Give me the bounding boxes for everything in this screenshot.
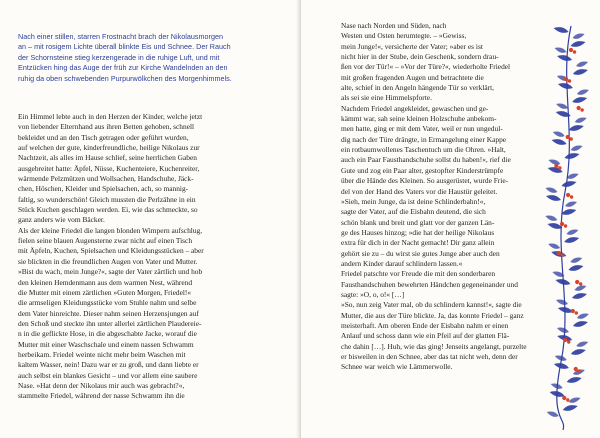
body-line: wärmende Pelzmützen und Wollsachen, Handschuhe, Jäck- (18, 174, 194, 184)
holly-berry (573, 50, 576, 53)
body-line: Gute und zog ein Paar alter, gestopfter Kinderstrümpfe (341, 165, 504, 175)
body-line: mit großen fragenden Augen und betrachtete die (341, 72, 484, 82)
holly-leaf (561, 209, 576, 215)
holly-leaf (575, 118, 587, 123)
body-line: Fausthandschuhen bewehrten Händchen gegeneinander und (341, 279, 518, 289)
holly-leaf (574, 286, 586, 291)
holly-berry (574, 367, 578, 371)
body-line: schön blank und breit und glatt vor der ganzen Län- (341, 217, 495, 227)
body-line: Nase nach Norden und Süden, nach (341, 21, 447, 30)
intro-line: Nach einer stillen, starren Frostnacht brach der Nikolausmorgen (18, 32, 223, 41)
body-line: n in die geflickte Hose, in die abgeschabte Jacke, worauf die (18, 329, 197, 339)
body-line: den kleinen Hemdenmann aus dem warmen Nest, während (18, 277, 193, 287)
right-body-text (341, 21, 535, 373)
holly-leaf (546, 195, 561, 201)
holly-berry (566, 193, 570, 197)
body-line: die armseligen Kleidungsstücke vom Stuhle nahm und selbe (18, 298, 197, 308)
holly-leaf (567, 377, 582, 383)
holly-garland-illustration (537, 22, 597, 432)
holly-leaf (558, 307, 573, 313)
body-line: ge des Hauses hinzog; »die hat der heilige Nikolaus (341, 227, 495, 237)
body-line: Nachtzeit, als alles im Hause schlief, seine herrlichen Gaben (18, 153, 197, 163)
right-page (301, 0, 600, 438)
body-line: stammelte Friedel, während der nasse Schwamm ihn die (18, 391, 185, 401)
body-line: kaltem Wasser, nein! Dazu war er zu groß, und dann liebte er (18, 360, 199, 370)
holly-leaf (551, 384, 563, 389)
holly-leaf (557, 55, 572, 61)
body-line: Westen und Osten herumtegte. – »Gewiss, (341, 31, 467, 41)
body-line: er bisweilen in den Schnee, aber das tat nicht weh, denn der (341, 352, 518, 361)
holly-berry (560, 222, 564, 226)
holly-berry (569, 48, 573, 52)
holly-leaf (576, 62, 588, 67)
holly-leaf (547, 412, 559, 417)
holly-leaf (573, 69, 588, 75)
holly-leaf (573, 34, 585, 39)
holly-leaf (556, 104, 568, 109)
body-line: Stück Kuchen geschlagen werden. Ei, wie das schmeckte, so (18, 205, 198, 215)
body-line: sagte der Vater, auf die Eisbahn deutend, die sich (341, 207, 486, 217)
intro-line: an – mit rosigem Lichte überall blinkte Eis und Schnee. Der Rauch (18, 42, 231, 52)
holly-berry (570, 195, 573, 198)
holly-leaf (568, 265, 583, 271)
body-line: »Sieh, mein Junge, da ist deine Schlinderbahn!«, (341, 196, 486, 206)
intro-line: ruhig da oben schwebenden Purpurwölkchen des Morgenhimmels. (18, 73, 232, 83)
holly-berry (561, 253, 564, 256)
holly-berry (578, 369, 581, 372)
body-line: »Bist du wach, mein Junge?«, sagte der Vater zärtlich und hob (18, 267, 203, 277)
holly-berry (577, 106, 581, 110)
holly-leaf (576, 342, 588, 347)
holly-leaf (554, 363, 569, 369)
holly-berry (569, 137, 572, 140)
body-line: andern Kinder darauf schlindern lassen.« (341, 258, 463, 268)
body-line: herbeikam. Friedel weinte nicht mehr beim Waschen mit (18, 349, 186, 359)
body-line: faltig, so wunderschön! Gleich mussten die Perlzähne in ein (18, 194, 196, 204)
holly-leaf (563, 405, 578, 411)
body-line: Ein Himmel lebte auch in den Herzen der Kinder, welche jetzt (18, 112, 203, 121)
holly-berry (564, 77, 568, 81)
holly-leaf (567, 174, 579, 179)
body-line: Friedel patschte vor Freude die mit den sonderbaren (341, 269, 496, 279)
holly-leaf (572, 97, 587, 103)
body-line: mit Äpfeln, Kuchen, Spielsachen und Kleidungsstücken – aber (18, 246, 204, 256)
holly-leaf (564, 153, 579, 159)
body-line: den Schoß und steckte ihn unter allerlei zärtlichen Plaudereie- (18, 318, 202, 328)
holly-leaf (545, 216, 557, 221)
holly-leaf (566, 230, 578, 235)
holly-berry (567, 340, 570, 343)
body-line: »So, nun zeig Vater mal, ob du schlindern kannst!«, sagte die (341, 300, 522, 310)
body-line: extra für dich in der Nacht gemacht! Dir ganz allein (341, 238, 495, 248)
holly-leaf (548, 244, 560, 249)
body-line: kämmt war, sah seine kleinen Holzschuhe anbekom- (341, 114, 497, 124)
body-line: auf welchen der gute, kinderfreundliche, heilige Nikolaus zur (18, 143, 200, 153)
body-line: fielen seine blauen Augensterne zwar nicht auf einen Tisch (18, 236, 193, 246)
body-line: auch selbst ein blankes Gesicht – und vor allem eine saubere (18, 370, 198, 380)
holly-leaf (571, 41, 586, 47)
body-line: Mutter mit einer Waschschale und einem nassen Schwamm (18, 339, 194, 349)
body-line: Nachdem Friedel angekleidet, gewaschen und ge- (341, 103, 489, 113)
body-line: del von der Hand des Vaters vor die Haustür geleitet. (341, 186, 498, 196)
holly-leaf (554, 27, 569, 33)
intro-line: der Schornsteine stieg kerzengerade in die ruhige Luft, und mit (18, 52, 220, 62)
body-line: dem Vater hinreichte. Dieser nahm seinen Herzensjungen auf (18, 308, 199, 318)
body-line: che dahin […]. Huh, wie das ging! Jenseits angelangt, purzelte (341, 341, 527, 351)
holly-leaf (552, 139, 567, 145)
holly-leaf (548, 160, 560, 165)
body-line: auch ein Paar Fausthandschuhe sollst du haben!«, rief die (341, 155, 511, 165)
body-line: Nase. »Hat denn der Nikolaus mir auch was gebracht?«, (18, 380, 185, 390)
body-line: gehört sie zu – du wirst sie gutes Junge aber auch den (341, 248, 500, 258)
holly-leaf (577, 314, 589, 319)
holly-berry (557, 251, 561, 255)
body-line: nicht hier in der Stube, dein Geschenk, sondern drau- (341, 52, 499, 62)
body-line: die Mutter mit einem zärtlichen »Guten Morgen, Friedel!« (18, 287, 192, 297)
holly-leaf (571, 146, 583, 151)
body-line: Als der kleine Friedel die langen blonden Wimpern aufschlug, (18, 225, 203, 235)
body-line: dig nach der Türe drängte, in Ermangelung einer Kappe (341, 134, 507, 144)
holly-leaf (569, 398, 581, 403)
body-line: als sei sie eine Himmelspforte. (341, 93, 432, 103)
holly-leaf (555, 356, 567, 361)
holly-berry (568, 79, 571, 82)
body-line: alte, schief in den Angeln hängende Tür so verklärt, (341, 83, 494, 93)
holly-berry (575, 311, 578, 314)
holly-berry (562, 396, 566, 400)
left-page (0, 0, 299, 438)
body-line: ausgebreitet hatte: Äpfel, Nüsse, Kuchenteiere, Kuchenreiter, (18, 163, 200, 173)
holly-leaf (557, 328, 569, 333)
holly-leaf (561, 181, 576, 187)
holly-berry (571, 309, 575, 313)
body-line: sie blickten in die freundlichen Augen von Vater und Mutter. (18, 256, 198, 266)
holly-berry (580, 108, 583, 111)
holly-leaf (573, 321, 588, 327)
body-line: men hatte, ging er mit dem Vater, weil er nun ungedul- (341, 124, 503, 134)
holly-leaf (555, 48, 567, 53)
holly-berry (563, 338, 567, 342)
body-line: ßen vor der Tür!« – »Vor der Türe?«, wiederholte Friedel (341, 62, 511, 72)
left-body-text (18, 112, 282, 402)
body-line: ganz anders wie vom Bäcker. (18, 215, 105, 225)
holly-berry (564, 224, 567, 227)
holly-berry (566, 135, 570, 139)
holly-leaf (555, 279, 570, 285)
holly-leaf (571, 349, 586, 355)
body-line: mein Junge!«, versicherte der Vater; »aber es ist (341, 41, 483, 51)
body-line: chen, Höschen, Kleider und Spielsachen, ach, so mannig- (18, 184, 189, 194)
body-line: Mutter, die aus der Türe blickte. Ja, das konnte Friedel – ganz (341, 310, 524, 320)
body-line: Schnee war weich wie Lämmerwolle. (341, 362, 453, 372)
intro-line: Entzücken hing das Auge der früh zur Kirche Wandelnden an den (18, 63, 228, 73)
body-line: meisterhaft. Am oberen Ende der Eisbahn nahm er einen (341, 320, 509, 330)
holly-berry (554, 164, 558, 168)
body-line: Anlauf und schoss dann wie ein Pfeil auf der glatten Flä- (341, 331, 510, 341)
holly-berry (579, 282, 582, 285)
holly-leaf (577, 90, 589, 95)
holly-berry (575, 280, 579, 284)
holly-leaf (570, 258, 582, 263)
holly-leaf (558, 83, 573, 89)
holly-leaf (550, 391, 565, 397)
holly-leaf (569, 125, 584, 131)
holly-leaf (545, 188, 557, 193)
holly-leaf (553, 132, 565, 137)
body-line: sagte: »O, o, o!« […] (341, 289, 405, 299)
holly-leaf (565, 202, 577, 207)
holly-leaf (556, 300, 568, 305)
holly-leaf (572, 293, 587, 299)
body-line: von liebender Elternhand aus ihren Betten gehoben, schnell (18, 122, 195, 132)
holly-berry (566, 398, 569, 401)
holly-berry (558, 166, 561, 169)
holly-leaf (564, 237, 579, 243)
body-line: ein rotbaumwollenes Taschentuch um die Ohren. »Halt, (341, 145, 506, 155)
body-line: bekleidet und an den Tisch getragen oder geführt wurden, (18, 132, 189, 142)
body-line: über die Hände des Kleinen. So ausgerüstet, wurde Frie- (341, 176, 509, 186)
intro-paragraph (18, 32, 280, 84)
